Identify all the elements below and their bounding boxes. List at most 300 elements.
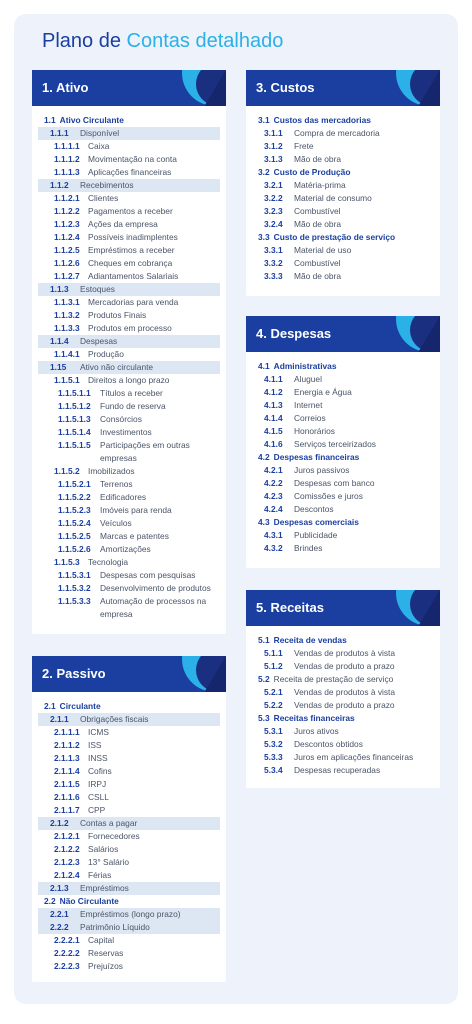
account-row xyxy=(38,947,220,960)
account-code: 1.1.5.2.5 xyxy=(58,531,91,541)
account-row xyxy=(38,960,220,973)
account-label: Publicidade xyxy=(294,530,338,540)
account-label: Marcas e patentes xyxy=(100,531,169,541)
account-label: Fornecedores xyxy=(88,831,140,841)
account-row xyxy=(38,556,220,569)
account-code: 1.1.1.1 xyxy=(54,141,80,151)
account-label: IRPJ xyxy=(88,779,107,789)
account-row xyxy=(38,179,220,192)
card-despesas xyxy=(246,316,440,568)
account-row xyxy=(38,856,220,869)
account-code: 1.1.5.1.2 xyxy=(58,401,91,411)
account-code: 1.1.3.1 xyxy=(54,297,80,307)
account-code: 1.1.3.3 xyxy=(54,323,80,333)
account-code: 1.1.2.5 xyxy=(54,245,80,255)
account-code: 4.2.1 xyxy=(264,465,283,475)
account-code: 3.3.2 xyxy=(264,258,283,268)
account-row xyxy=(38,504,220,517)
account-code: 5.3.3 xyxy=(264,752,283,762)
account-code: 3.3.1 xyxy=(264,245,283,255)
account-row xyxy=(252,218,434,231)
account-row xyxy=(38,843,220,856)
account-code: 1.1.2.6 xyxy=(54,258,80,268)
account-label: Produtos Finais xyxy=(88,310,147,320)
account-row xyxy=(252,166,434,179)
account-row xyxy=(252,503,434,516)
account-code: 1.1.5.2.2 xyxy=(58,492,91,502)
account-code: 4.1.2 xyxy=(264,387,283,397)
account-row xyxy=(38,127,220,140)
account-label: Empréstimos (longo prazo) xyxy=(80,909,181,919)
account-code: 1.1.5.3 xyxy=(54,557,80,567)
account-code: 4.1.4 xyxy=(264,413,283,423)
account-row xyxy=(38,426,220,439)
account-row xyxy=(252,725,434,738)
account-row xyxy=(252,490,434,503)
account-code: 4.1.6 xyxy=(264,439,283,449)
account-row xyxy=(38,530,220,543)
account-label: Empréstimos xyxy=(80,883,129,893)
account-row xyxy=(38,270,220,283)
account-label: Circulante xyxy=(59,701,101,711)
account-list xyxy=(246,626,440,785)
account-code: 5.3.4 xyxy=(264,765,283,775)
account-row xyxy=(252,127,434,140)
account-label: Compra de mercadoria xyxy=(294,128,380,138)
account-label: ICMS xyxy=(88,727,109,737)
account-code: 1.1.5.1.1 xyxy=(58,388,91,398)
account-code: 1.1.2.1 xyxy=(54,193,80,203)
account-row xyxy=(252,686,434,699)
account-row xyxy=(252,231,434,244)
account-row xyxy=(38,257,220,270)
account-row xyxy=(38,192,220,205)
account-row xyxy=(38,921,220,934)
account-code: 3.2 xyxy=(258,167,270,177)
account-row xyxy=(38,231,220,244)
account-code: 4.2 xyxy=(258,452,270,462)
account-code: 2.2 xyxy=(44,896,56,906)
account-row xyxy=(252,386,434,399)
account-row xyxy=(38,765,220,778)
account-code: 2.1.2.2 xyxy=(54,844,80,854)
account-code: 1.15 xyxy=(50,362,67,372)
card-receitas xyxy=(246,590,440,788)
account-label: Despesas com banco xyxy=(294,478,375,488)
account-label: Receitas financeiras xyxy=(273,713,355,723)
decorative-corner-shape xyxy=(394,316,440,352)
account-row xyxy=(252,205,434,218)
account-row xyxy=(252,673,434,686)
card-header xyxy=(246,590,440,626)
account-label: ISS xyxy=(88,740,102,750)
account-row xyxy=(38,752,220,765)
page-title xyxy=(42,30,283,53)
title-part-1: Plano de xyxy=(42,30,121,52)
account-label: Cheques em cobrança xyxy=(88,258,173,268)
account-code: 1.1.5.3.1 xyxy=(58,570,91,580)
account-row xyxy=(252,464,434,477)
account-code: 5.2.1 xyxy=(264,687,283,697)
account-list xyxy=(246,352,440,563)
account-row xyxy=(38,335,220,348)
account-code: 2.1.1.4 xyxy=(54,766,80,776)
account-row xyxy=(38,895,220,908)
card-heading: 3. Custos xyxy=(256,80,315,95)
account-row xyxy=(252,764,434,777)
account-row xyxy=(252,373,434,386)
account-row xyxy=(252,647,434,660)
account-label: Ativo Circulante xyxy=(59,115,124,125)
account-label: Automação de processos na empresa xyxy=(100,596,207,619)
account-label: Material de consumo xyxy=(294,193,372,203)
account-row xyxy=(252,529,434,542)
account-row xyxy=(38,739,220,752)
account-label: Juros ativos xyxy=(294,726,339,736)
account-row xyxy=(38,283,220,296)
account-label: Estoques xyxy=(80,284,115,294)
account-list xyxy=(32,692,226,981)
account-row xyxy=(38,726,220,739)
account-code: 3.3 xyxy=(258,232,270,242)
account-code: 5.1.1 xyxy=(264,648,283,658)
account-row xyxy=(38,817,220,830)
account-code: 4.1.1 xyxy=(264,374,283,384)
account-code: 4.2.4 xyxy=(264,504,283,514)
account-label: Vendas de produtos à vista xyxy=(294,687,396,697)
card-heading: 5. Receitas xyxy=(256,600,324,615)
account-code: 3.1 xyxy=(258,115,270,125)
account-label: Participações em outras empresas xyxy=(100,440,190,463)
account-label: Mão de obra xyxy=(294,219,342,229)
account-code: 1.1.5.2 xyxy=(54,466,80,476)
card-header xyxy=(246,70,440,106)
account-row xyxy=(38,882,220,895)
account-code: 1.1.2 xyxy=(50,180,69,190)
account-row xyxy=(38,491,220,504)
account-code: 1.1.5.1.5 xyxy=(58,440,91,450)
account-label: Patrimônio Líquido xyxy=(80,922,150,932)
account-label: Recebimentos xyxy=(80,180,134,190)
account-label: Aluguel xyxy=(294,374,322,384)
account-row xyxy=(252,438,434,451)
account-label: Produção xyxy=(88,349,124,359)
account-label: Despesas financeiras xyxy=(273,452,360,462)
account-label: Direitos a longo prazo xyxy=(88,375,170,385)
account-code: 4.1 xyxy=(258,361,270,371)
account-row xyxy=(38,934,220,947)
account-label: Ações da empresa xyxy=(88,219,158,229)
account-label: Juros passivos xyxy=(294,465,350,475)
account-row xyxy=(38,791,220,804)
account-label: Imobilizados xyxy=(88,466,135,476)
account-code: 1.1.5.2.3 xyxy=(58,505,91,515)
account-label: Empréstimos a receber xyxy=(88,245,175,255)
account-row xyxy=(38,869,220,882)
account-label: Tecnologia xyxy=(88,557,129,567)
account-row xyxy=(38,830,220,843)
account-label: Combustível xyxy=(294,258,341,268)
card-header xyxy=(32,70,226,106)
account-label: Serviços terceirizados xyxy=(294,439,376,449)
account-row xyxy=(252,634,434,647)
account-code: 4.3.2 xyxy=(264,543,283,553)
account-code: 1.1.4 xyxy=(50,336,69,346)
account-row xyxy=(38,465,220,478)
account-row xyxy=(38,478,220,491)
account-code: 2.2.2.3 xyxy=(54,961,80,971)
account-row xyxy=(252,699,434,712)
account-label: Férias xyxy=(88,870,112,880)
account-row xyxy=(252,244,434,257)
account-code: 3.1.3 xyxy=(264,154,283,164)
account-code: 4.3 xyxy=(258,517,270,527)
account-label: Despesas comerciais xyxy=(273,517,359,527)
account-label: 13° Salário xyxy=(88,857,130,867)
account-code: 2.1.3 xyxy=(50,883,69,893)
account-row xyxy=(252,451,434,464)
account-code: 1.1.5.3.2 xyxy=(58,583,91,593)
account-row xyxy=(38,114,220,127)
account-code: 2.1.1.2 xyxy=(54,740,80,750)
account-row xyxy=(38,218,220,231)
account-row xyxy=(38,517,220,530)
account-label: Não Circulante xyxy=(59,896,119,906)
account-row xyxy=(38,387,220,400)
account-label: Amortizações xyxy=(100,544,151,554)
account-code: 1.1.1.2 xyxy=(54,154,80,164)
account-code: 2.1.2 xyxy=(50,818,69,828)
account-label: Mão de obra xyxy=(294,271,342,281)
account-code: 1.1.2.2 xyxy=(54,206,80,216)
account-label: Despesas recuperadas xyxy=(294,765,381,775)
account-row xyxy=(38,322,220,335)
account-label: Edificadores xyxy=(100,492,147,502)
account-label: Movimentação na conta xyxy=(88,154,177,164)
account-row xyxy=(252,153,434,166)
account-code: 5.1.2 xyxy=(264,661,283,671)
account-code: 2.1.2.3 xyxy=(54,857,80,867)
card-ativo xyxy=(32,70,226,634)
account-label: Adiantamentos Salariais xyxy=(88,271,179,281)
account-code: 1.1.3 xyxy=(50,284,69,294)
account-code: 5.3.1 xyxy=(264,726,283,736)
account-row xyxy=(38,413,220,426)
account-label: Vendas de produto a prazo xyxy=(294,661,395,671)
account-label: Material de uso xyxy=(294,245,352,255)
account-code: 3.2.1 xyxy=(264,180,283,190)
account-label: Custo de prestação de serviço xyxy=(273,232,396,242)
account-row xyxy=(38,569,220,582)
account-label: Fundo de reserva xyxy=(100,401,166,411)
card-header xyxy=(246,316,440,352)
account-label: Investimentos xyxy=(100,427,152,437)
account-list xyxy=(32,106,226,629)
account-label: Vendas de produto a prazo xyxy=(294,700,395,710)
account-code: 1.1.2.3 xyxy=(54,219,80,229)
account-code: 1.1.2.7 xyxy=(54,271,80,281)
decorative-corner-shape xyxy=(394,70,440,106)
account-code: 3.1.1 xyxy=(264,128,283,138)
account-row xyxy=(252,179,434,192)
account-label: Combustível xyxy=(294,206,341,216)
account-label: Títulos a receber xyxy=(100,388,163,398)
card-custos xyxy=(246,70,440,296)
account-label: INSS xyxy=(88,753,108,763)
account-label: Despesas xyxy=(80,336,118,346)
account-code: 5.3.2 xyxy=(264,739,283,749)
card-heading: 1. Ativo xyxy=(42,80,89,95)
account-row xyxy=(38,595,220,621)
account-row xyxy=(252,712,434,725)
account-code: 1.1.1 xyxy=(50,128,69,138)
card-passivo xyxy=(32,656,226,982)
account-label: Veículos xyxy=(100,518,132,528)
account-code: 2.1 xyxy=(44,701,56,711)
account-row xyxy=(38,908,220,921)
account-row xyxy=(252,412,434,425)
account-label: Pagamentos a receber xyxy=(88,206,173,216)
account-row xyxy=(252,516,434,529)
account-row xyxy=(38,140,220,153)
account-row xyxy=(38,778,220,791)
account-label: Desenvolvimento de produtos xyxy=(100,583,211,593)
account-code: 5.2.2 xyxy=(264,700,283,710)
account-code: 3.2.2 xyxy=(264,193,283,203)
card-header xyxy=(32,656,226,692)
account-code: 4.3.1 xyxy=(264,530,283,540)
account-label: Capital xyxy=(88,935,115,945)
account-row xyxy=(38,166,220,179)
account-label: Possíveis inadimplentes xyxy=(88,232,178,242)
account-row xyxy=(252,477,434,490)
account-label: Imóveis para renda xyxy=(100,505,172,515)
account-code: 2.1.2.1 xyxy=(54,831,80,841)
account-code: 1.1.5.1.4 xyxy=(58,427,91,437)
account-label: Mão de obra xyxy=(294,154,342,164)
card-heading: 4. Despesas xyxy=(256,326,332,341)
account-label: Mercadorias para venda xyxy=(88,297,179,307)
account-label: Cofins xyxy=(88,766,112,776)
account-label: Matéria-prima xyxy=(294,180,346,190)
account-code: 3.1.2 xyxy=(264,141,283,151)
account-label: Descontos xyxy=(294,504,334,514)
account-code: 2.1.1.1 xyxy=(54,727,80,737)
account-row xyxy=(38,361,220,374)
account-label: Internet xyxy=(294,400,323,410)
account-row xyxy=(38,582,220,595)
account-row xyxy=(252,425,434,438)
account-code: 1.1.4.1 xyxy=(54,349,80,359)
account-code: 2.1.2.4 xyxy=(54,870,80,880)
account-row xyxy=(252,140,434,153)
account-label: Frete xyxy=(294,141,314,151)
account-code: 5.2 xyxy=(258,674,270,684)
account-row xyxy=(252,257,434,270)
account-label: Prejuízos xyxy=(88,961,123,971)
account-label: Obrigações fiscais xyxy=(80,714,149,724)
account-label: Energia e Água xyxy=(294,387,352,397)
account-label: Ativo não circulante xyxy=(80,362,154,372)
account-row xyxy=(252,751,434,764)
account-code: 1.1.1.3 xyxy=(54,167,80,177)
account-code: 1.1.2.4 xyxy=(54,232,80,242)
decorative-corner-shape xyxy=(180,656,226,692)
account-row xyxy=(38,153,220,166)
account-code: 1.1.5.3.3 xyxy=(58,596,91,606)
account-row xyxy=(252,660,434,673)
account-row xyxy=(252,738,434,751)
account-row xyxy=(252,399,434,412)
account-label: Honorários xyxy=(294,426,335,436)
account-code: 3.2.4 xyxy=(264,219,283,229)
account-label: Administrativas xyxy=(273,361,337,371)
account-label: CSLL xyxy=(88,792,109,802)
account-code: 2.2.1 xyxy=(50,909,69,919)
account-code: 1.1.5.2.6 xyxy=(58,544,91,554)
account-row xyxy=(252,114,434,127)
account-row xyxy=(252,360,434,373)
account-label: Vendas de produtos à vista xyxy=(294,648,396,658)
account-row xyxy=(38,296,220,309)
account-label: Descontos obtidos xyxy=(294,739,363,749)
account-row xyxy=(38,348,220,361)
account-code: 1.1.5.2.4 xyxy=(58,518,91,528)
account-label: Receita de prestação de serviço xyxy=(273,674,394,684)
account-label: Brindes xyxy=(294,543,323,553)
account-code: 1.1 xyxy=(44,115,56,125)
account-row xyxy=(252,270,434,283)
account-label: Correios xyxy=(294,413,326,423)
account-code: 2.1.1.5 xyxy=(54,779,80,789)
decorative-corner-shape xyxy=(180,70,226,106)
account-label: Clientes xyxy=(88,193,119,203)
account-code: 3.3.3 xyxy=(264,271,283,281)
account-row xyxy=(252,192,434,205)
account-list xyxy=(246,106,440,291)
account-code: 4.1.3 xyxy=(264,400,283,410)
account-label: Reservas xyxy=(88,948,124,958)
account-row xyxy=(38,374,220,387)
account-code: 2.1.1.7 xyxy=(54,805,80,815)
title-part-2: Contas detalhado xyxy=(126,30,284,52)
account-label: Disponível xyxy=(80,128,120,138)
account-code: 2.2.2.2 xyxy=(54,948,80,958)
account-code: 1.1.3.2 xyxy=(54,310,80,320)
account-code: 4.2.2 xyxy=(264,478,283,488)
account-code: 2.1.1 xyxy=(50,714,69,724)
account-row xyxy=(38,400,220,413)
account-row xyxy=(38,205,220,218)
card-heading: 2. Passivo xyxy=(42,666,106,681)
account-row xyxy=(38,700,220,713)
account-label: Aplicações financeiras xyxy=(88,167,172,177)
account-label: Terrenos xyxy=(100,479,133,489)
account-row xyxy=(252,542,434,555)
decorative-corner-shape xyxy=(394,590,440,626)
account-code: 4.2.3 xyxy=(264,491,283,501)
account-code: 2.2.2.1 xyxy=(54,935,80,945)
account-row xyxy=(38,309,220,322)
account-label: Contas a pagar xyxy=(80,818,138,828)
account-code: 1.1.5.1 xyxy=(54,375,80,385)
account-code: 2.2.2 xyxy=(50,922,69,932)
account-label: Despesas com pesquisas xyxy=(100,570,196,580)
account-label: Receita de vendas xyxy=(273,635,347,645)
account-code: 1.1.5.1.3 xyxy=(58,414,91,424)
account-code: 2.1.1.6 xyxy=(54,792,80,802)
account-label: Salários xyxy=(88,844,119,854)
